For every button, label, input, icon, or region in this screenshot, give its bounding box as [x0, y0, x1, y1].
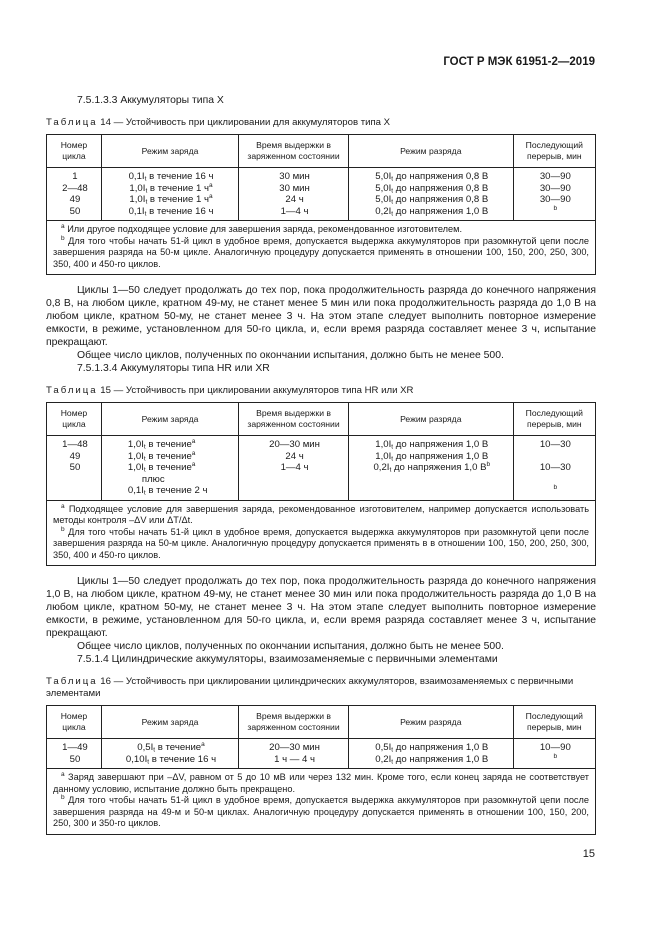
document-header: ГОСТ Р МЭК 61951-2—2019 — [443, 56, 595, 68]
paragraph: Циклы 1—50 следует продолжать до тех пор, пока продолжительность разряда до конечного напряжения 1,0 В, на любом цикле, кратном 49-му, не станет менее 30 мин или пока продолжительность разряда до 1,0 В на любом цикле, кратном 50-му, не станет менее 3 ч. На этом этапе следует выполнить повторное измерение емкости, в режиме, установленном для 50-го цикла, и, если время разряда составляет менее 3 ч, испытание прекращают. — [46, 576, 596, 639]
table-header-row — [47, 706, 596, 739]
footnote-b: $^b$ Для того чтобы начать 51-й цикл в удобное время, допускается выдержка аккумуляторов при разомкнутой цепи после завершения разряда на 50-м цикле. Аналогичную процедуру допускается применять в в отношении 100, 150, 200, 250, 300, 350, 400 и 450-го циклов. — [53, 525, 589, 560]
footnote-b: $^b$ Для того чтобы начать 51-й цикл в удобное время, допускается выдержка аккумуляторов при разомкнутой цепи после завершения разряда на 50-м цикле. Аналогичную процедуру допускается применять в отношении 100, 150, 200, 250, 300, 350, 400 и 450-го циклов. — [53, 234, 589, 269]
paragraph: Общее число циклов, полученных по окончании испытания, должно быть не менее 500. — [77, 641, 504, 652]
paragraph: Общее число циклов, полученных по окончании испытания, должно быть не менее 500. — [77, 350, 504, 361]
page-content — [46, 94, 596, 835]
footnote-b: $^b$ Для того чтобы начать 51-й цикл в удобное время, допускается выдержка аккумуляторов при разомкнутой цепи после завершения разряда на 49-м и 50-м циклах. Аналогичную процедуру допускается применять в отношении 100, 150, 200, 250, 300 и 350-го циклов. — [53, 794, 589, 828]
cell-discharge: 1,0It до напряжения 1,0 В 1,0It до напряжения 1,0 В 0,2It до напряжения 1,0 $В^b$ — [348, 436, 513, 501]
header-pause: Последующий перерыв, мин — [513, 403, 595, 436]
cell-pause: 30—90 30—90 30—90 $^b$ — [513, 168, 595, 221]
section-heading-type-hr: 7.5.1.3.4 Аккумуляторы типа HR или XR — [77, 363, 270, 374]
table-notes-row — [47, 221, 596, 275]
table-body-row — [47, 739, 596, 769]
table-header-row — [47, 135, 596, 168]
table-body-row — [47, 168, 596, 221]
header-cycle: Номер цикла — [47, 403, 102, 436]
header-charge: Режим заряда — [101, 706, 238, 739]
header-discharge: Режим разряда — [348, 135, 513, 168]
table-notes-row — [47, 500, 596, 566]
footnote-a: $^a$ Подходящее условие для завершения заряда, рекомендованное изготовителем, например допускается использовать методы контроля –ΔV или ΔT/Δt. — [53, 502, 589, 525]
header-pause: Последующий перерыв, мин — [513, 135, 595, 168]
cell-cycle: 1—48 49 50 — [47, 436, 102, 501]
cell-discharge: 5,0It до напряжения 0,8 В 5,0It до напряжения 0,8 В 5,0It до напряжения 0,8 В 0,2It до напряжения 1,0 В — [348, 168, 513, 221]
page-number: 15 — [582, 848, 595, 860]
cell-charge: 0,1It в течение 16 ч 1,0It в течение 1 $ч^a$ 1,0It в течение 1 $ч^a$ 0,1It в течение 16 ч — [101, 168, 238, 221]
footnote-a: $^a$ Заряд завершают при –ΔV, равном от 5 до 10 мВ или через 132 мин. Кроме того, если конец заряда не соответствует данному условию, испытание должно быть прекращено. — [53, 771, 589, 794]
cell-pause: 10—90 $^b$ — [513, 739, 595, 769]
table-body-row — [47, 436, 596, 501]
table-14-caption: Таблица 14 — Устойчивость при циклировании для аккумуляторов типа Х — [46, 117, 391, 128]
cell-hold: 20—30 мин 24 ч 1—4 ч — [239, 436, 349, 501]
header-hold: Время выдержки в заряженном состоянии — [239, 403, 349, 436]
header-discharge: Режим разряда — [348, 403, 513, 436]
header-charge: Режим заряда — [101, 135, 238, 168]
header-pause: Последующий перерыв, мин — [513, 706, 595, 739]
cell-discharge: 0,5It до напряжения 1,0 В 0,2It до напряжения 1,0 В — [348, 739, 513, 769]
header-cycle: Номер цикла — [47, 706, 102, 739]
table-14 — [46, 134, 596, 275]
cell-cycle: 1—49 50 — [47, 739, 102, 769]
cell-hold: 30 мин 30 мин 24 ч 1—4 ч — [239, 168, 349, 221]
cell-charge: 0,5It в течение$^a$ 0,10It в течение 16 ч — [101, 739, 238, 769]
cell-pause: 10—30 10—30 $^b$ — [513, 436, 595, 501]
footnote-a: $^a$ Или другое подходящее условие для завершения заряда, рекомендованное изготовителем. — [61, 223, 463, 234]
section-heading-cylindrical: 7.5.1.4 Цилиндрические аккумуляторы, взаимозаменяемые с первичными элементами — [77, 654, 498, 665]
header-hold: Время выдержки в заряженном состоянии — [239, 706, 349, 739]
cell-hold: 20—30 мин 1 ч — 4 ч — [239, 739, 349, 769]
table-16-caption: Таблица 16 — Устойчивость при циклировании цилиндрических аккумуляторов, взаимозаменяемых с первичными элементами — [46, 676, 574, 699]
header-cycle: Номер цикла — [47, 135, 102, 168]
cell-cycle: 1 2—48 49 50 — [47, 168, 102, 221]
header-hold: Время выдержки в заряженном состоянии — [239, 135, 349, 168]
table-16 — [46, 705, 596, 835]
table-header-row — [47, 403, 596, 436]
header-charge: Режим заряда — [101, 403, 238, 436]
table-notes-row — [47, 769, 596, 835]
header-discharge: Режим разряда — [348, 706, 513, 739]
section-heading-type-x: 7.5.1.3.3 Аккумуляторы типа Х — [77, 95, 224, 106]
table-15 — [46, 402, 596, 566]
cell-charge: 1,0It в течение$^a$ 1,0It в течение$^a$ 1,0It в течение$^a$ плюс 0,1It в течение 2 ч — [101, 436, 238, 501]
table-15-caption: Таблица 15 — Устойчивость при циклировании аккумуляторов типа HR или XR — [46, 385, 414, 396]
paragraph: Циклы 1—50 следует продолжать до тех пор, пока продолжительность разряда до конечного напряжения 0,8 В, на любом цикле, кратном 49-му, не станет менее 5 мин или пока продолжительность разряда до 1,0 В на любом цикле, кратном 50-му, не станет менее 3 ч. На этом этапе следует выполнить повторное измерение емкости, в режиме, установленном для 50-го цикла, и, если время разряда составляет менее 3 ч, испытание прекращают. — [46, 285, 596, 348]
